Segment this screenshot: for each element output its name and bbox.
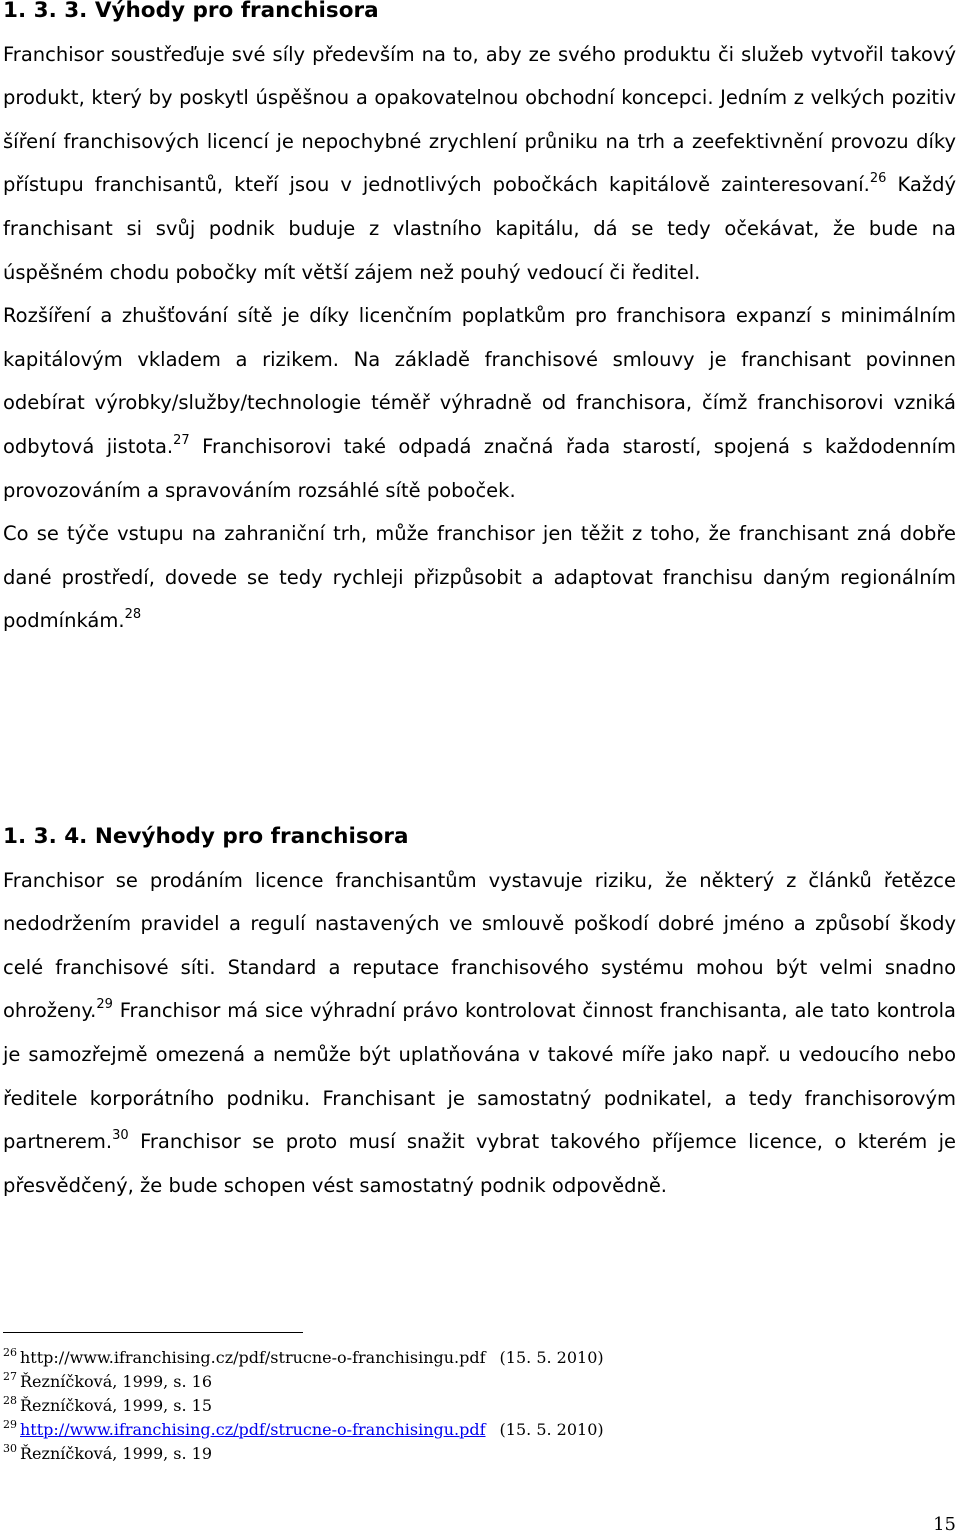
- section-disadvantages: [3, 815, 956, 1207]
- footnote-number: 26: [3, 1346, 17, 1359]
- footnote-reference[interactable]: 30: [112, 1128, 129, 1144]
- footnote-text: http://www.ifranchising.cz/pdf/strucne-o-franchisingu.pdf: [20, 1348, 486, 1367]
- footnote-link[interactable]: http://www.ifranchising.cz/pdf/strucne-o-franchisingu.pdf: [20, 1420, 486, 1439]
- paragraph: [3, 294, 956, 512]
- paragraph-text: Franchisor má sice výhradní právo kontrolovat činnost franchisanta, ale tato kontrola je samozřejmě omezená a nemůže být uplatňována v takové míře jako např. u vedoucího nebo ředitele korporátního podniku. Franchisant je samostatný podnikatel, a tedy franchisorovým partnerem.: [3, 999, 956, 1154]
- paragraph-text: Co se týče vstupu na zahraniční trh, může franchisor jen těžit z toho, že franchisant zná dobře dané prostředí, dovede se tedy rychleji přizpůsobit a adaptovat franchisu daným regionálním podmínkám.: [3, 522, 956, 633]
- footnote: [3, 1394, 903, 1418]
- paragraph-text: Rozšíření a zhušťování sítě je díky licenčním poplatkům pro franchisora expanzí s minimálním kapitálovým vkladem a rizikem. Na základě franchisové smlouvy je franchisant povinnen odebírat výrobky/služby/technologie téměř výhradně od franchisora, čímž franchisorovi vzniká odbytová jistota.: [3, 304, 956, 458]
- footnote-text: Řezníčková, 1999, s. 16: [20, 1372, 213, 1391]
- footnote-separator: [3, 1332, 303, 1333]
- footnote-reference[interactable]: 26: [869, 171, 887, 187]
- footnote-reference[interactable]: 29: [96, 997, 113, 1013]
- paragraph: [3, 512, 956, 643]
- footnote: [3, 1346, 903, 1370]
- footnote-text: Řezníčková, 1999, s. 19: [20, 1444, 213, 1463]
- footnote-number: 30: [3, 1442, 17, 1455]
- paragraph-text: Franchisorovi také odpadá značná řada starostí, spojená s každodenním provozováním a spravováním rozsáhlé sítě poboček.: [3, 434, 957, 502]
- footnote-text: Řezníčková, 1999, s. 15: [20, 1396, 213, 1415]
- footnote-number: 27: [3, 1370, 17, 1383]
- footnote-date: (15. 5. 2010): [499, 1348, 604, 1367]
- section-heading: 1. 3. 4. Nevýhody pro franchisora: [3, 824, 409, 849]
- footnote: [3, 1418, 903, 1442]
- footnote-number: 28: [3, 1394, 17, 1407]
- footnote-number: 29: [3, 1418, 17, 1431]
- footnote-date: (15. 5. 2010): [499, 1420, 604, 1439]
- footnotes: [3, 1346, 903, 1466]
- paragraph: [3, 33, 956, 295]
- page-number: 15: [933, 1514, 956, 1535]
- paragraph-text: Franchisor se proto musí snažit vybrat takového příjemce licence, o kterém je přesvědčený, že bude schopen vést samostatný podnik odpovědně.: [3, 1130, 956, 1197]
- paragraph-text: Franchisor se prodáním licence franchisantům vystavuje riziku, že některý z článků řetězce nedodržením pravidel a regulí nastavených ve smlouvě poškodí dobré jméno a způsobí škody celé franchisové síti. Standard a reputace franchisového systému mohou být velmi snadno ohroženy.: [3, 868, 956, 1023]
- footnote: [3, 1442, 903, 1466]
- footnote-reference[interactable]: 28: [124, 607, 142, 623]
- paragraph-text: Franchisor soustřeďuje své síly především na to, aby ze svého produktu či služeb vytvořil takový produkt, který by poskytl úspěšnou a opakovatelnou obchodní koncepci. Jedním z velkých pozitiv šíření franchisových licencí je nepochybné zrychlení průniku na trh a zeefektivnění provozu díky přístupu franchisantů, kteří jsou v jednotlivých pobočkách kapitálově zainteresovaní.: [3, 42, 956, 197]
- footnote-reference[interactable]: 27: [173, 432, 190, 448]
- footnote: [3, 1370, 903, 1394]
- paragraph: [3, 859, 956, 1208]
- section-heading: 1. 3. 3. Výhody pro franchisora: [3, 0, 379, 23]
- section-advantages: [3, 0, 956, 643]
- paragraph-text: Každý franchisant si svůj podnik buduje z vlastního kapitálu, dá se tedy očekávat, že bude na úspěšném chodu pobočky mít větší zájem než pouhý vedoucí či ředitel.: [3, 173, 956, 284]
